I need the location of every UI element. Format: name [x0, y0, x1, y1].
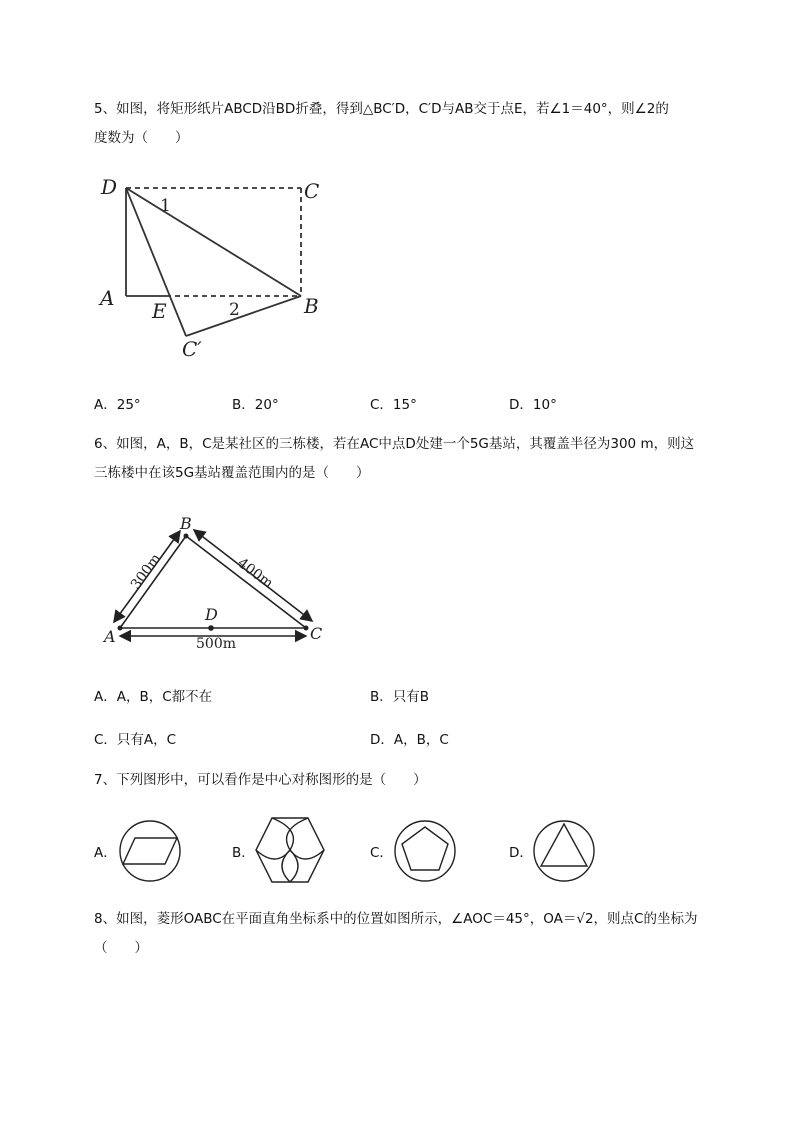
diagonal-db	[126, 188, 301, 296]
q5-option-d[interactable]: D．10°	[509, 397, 557, 413]
question-6-line1: 6、如图，A，B，C是某社区的三栋楼，若在AC中点D处建一个5G基站，其覆盖半径为300 m，则这	[94, 436, 695, 452]
q6-option-d[interactable]: D．A，B，C	[370, 732, 449, 748]
label-500m: 500m	[196, 636, 236, 650]
angle-label-2: 2	[229, 300, 240, 320]
label-D: D	[101, 175, 118, 199]
point-d	[208, 625, 214, 631]
angle-label-1: 1	[160, 196, 171, 216]
q7-option-b-label[interactable]: B．	[232, 845, 255, 861]
label-B: B	[304, 294, 319, 318]
label-C: C	[310, 624, 323, 643]
label-C-prime: C′	[182, 337, 202, 361]
point-c	[304, 626, 309, 631]
question-5-figure	[96, 170, 336, 365]
question-6-stem	[94, 430, 744, 488]
question-8-line2: （ ）	[94, 940, 148, 956]
q7-figure-b-hexagon-arcs[interactable]	[254, 816, 326, 884]
q7-option-a-label[interactable]: A．	[94, 845, 117, 861]
label-B: B	[180, 514, 192, 533]
label-E: E	[152, 299, 167, 323]
q7-option-c-label[interactable]: C．	[370, 845, 393, 861]
q6-option-c[interactable]: C．只有A，C	[94, 732, 177, 748]
q6-option-a[interactable]: A．A，B，C都不在	[94, 689, 213, 705]
question-7-stem	[94, 766, 744, 795]
question-6-line2: 三栋楼中在该5G基站覆盖范围内的是（ ）	[94, 465, 370, 481]
question-5-line1: 5、如图，将矩形纸片ABCD沿BD折叠，得到△BC′D，C′D与AB交于点E，若∠1＝40°，则∠2的	[94, 101, 669, 117]
q5-option-a[interactable]: A．25°	[94, 397, 141, 413]
q5-option-c[interactable]: C．15°	[370, 397, 417, 413]
label-D: D	[205, 605, 218, 624]
label-300m: 300m	[127, 550, 165, 593]
question-7-line1: 7、下列图形中，可以看作是中心对称图形的是（ ）	[94, 772, 427, 788]
q7-figure-a-parallelogram-in-circle[interactable]	[117, 818, 183, 884]
q6-option-b[interactable]: B．只有B	[370, 689, 430, 705]
point-b	[184, 534, 189, 539]
question-8-stem	[94, 905, 744, 963]
q7-figure-d-triangle-in-circle[interactable]	[531, 818, 597, 884]
label-C: C	[304, 179, 320, 203]
q5-option-b[interactable]: B．20°	[232, 397, 279, 413]
q7-option-d-label[interactable]: D．	[509, 845, 533, 861]
question-6-figure	[96, 505, 336, 650]
question-8-line1: 8、如图，菱形OABC在平面直角坐标系中的位置如图所示，∠AOC＝45°，OA＝√2，则点C的坐标为	[94, 911, 698, 927]
question-5-stem	[94, 95, 744, 153]
label-A: A	[100, 286, 115, 310]
label-400m: 400m	[234, 555, 276, 592]
question-5-line2: 度数为（ ）	[94, 130, 189, 146]
side-bc	[186, 536, 306, 628]
folded-side-cb	[186, 296, 301, 336]
label-A: A	[104, 627, 116, 646]
point-a	[118, 626, 123, 631]
q7-figure-c-pentagon-in-circle[interactable]	[392, 818, 458, 884]
